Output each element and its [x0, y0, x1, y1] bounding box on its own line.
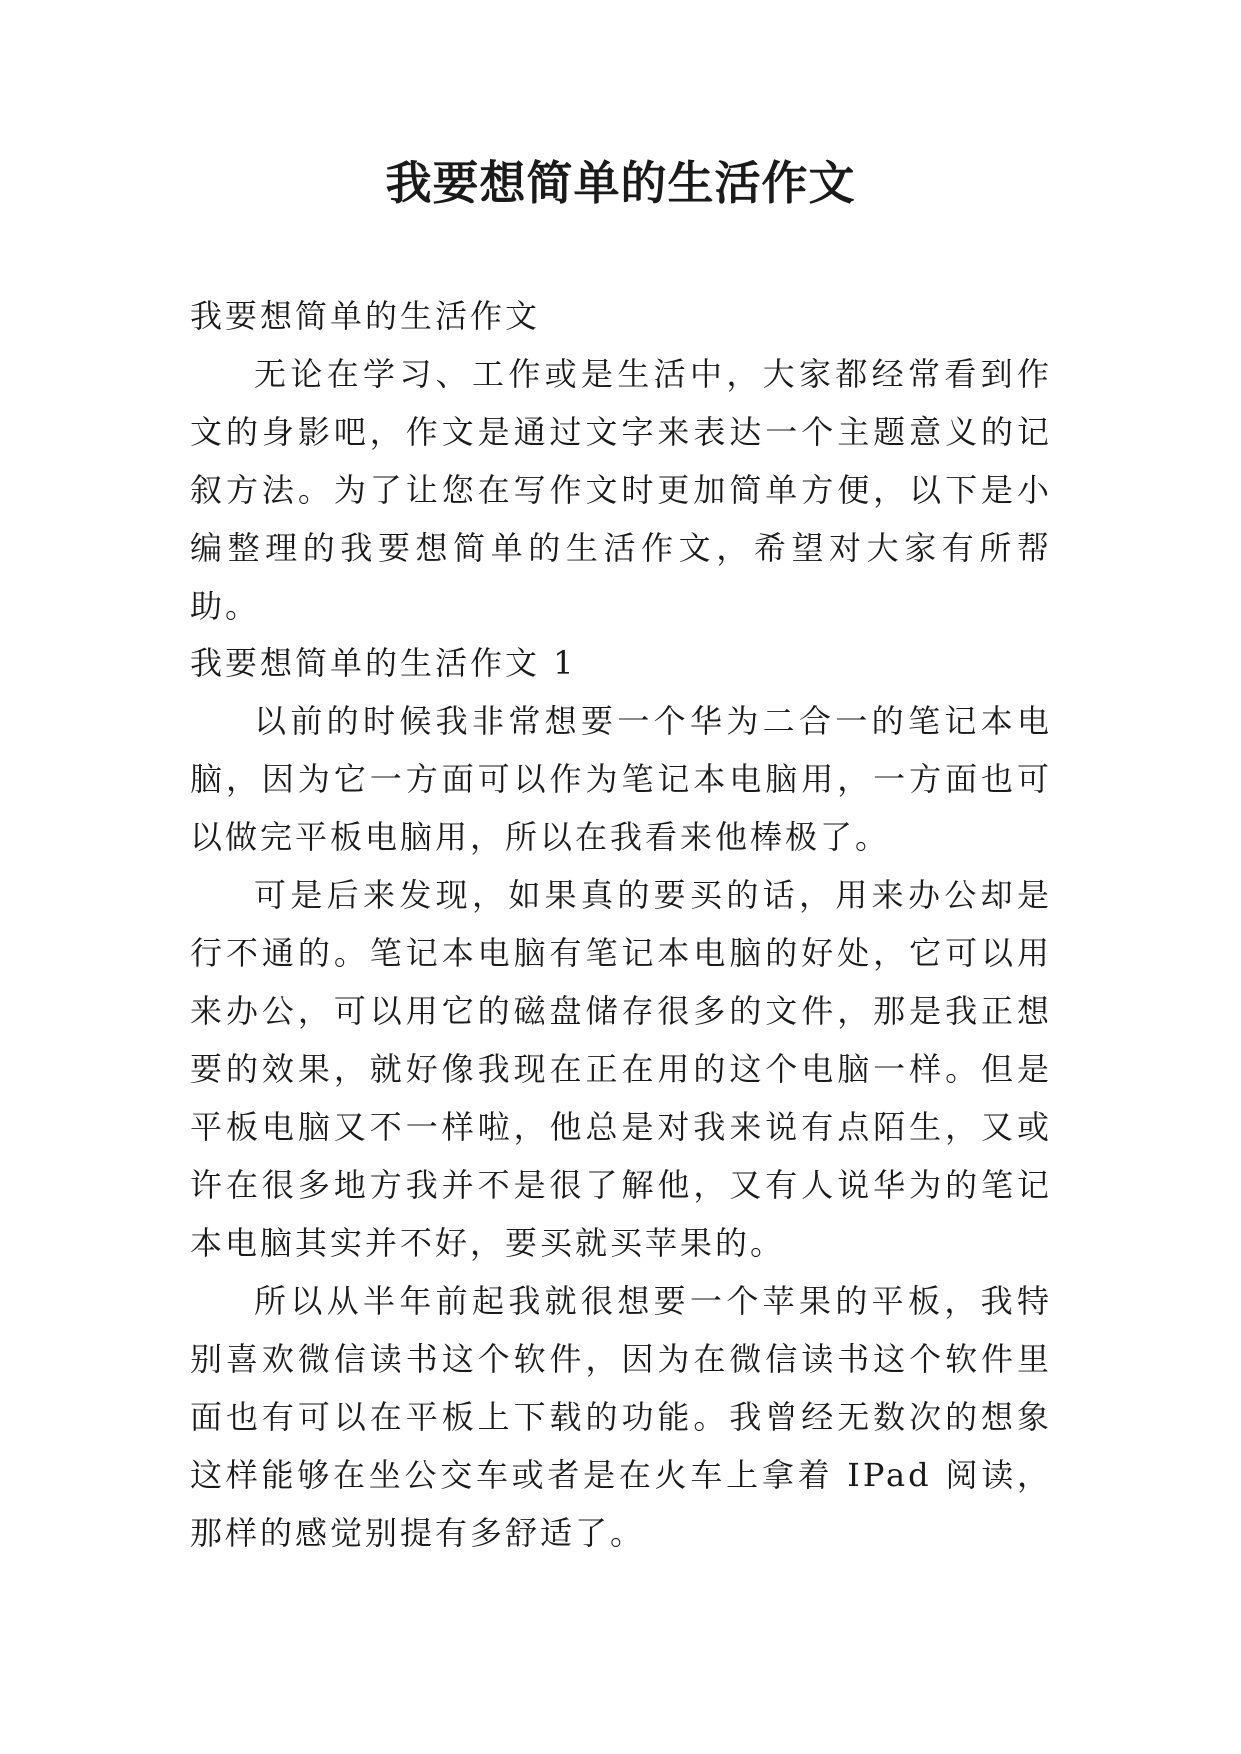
document-title: 我要想简单的生活作文	[385, 156, 856, 210]
essay-1-heading: 我要想简单的生活作文 1	[190, 644, 577, 682]
essay-1-paragraph: 以前的时候我非常想要一个华为二合一的笔记本电脑，因为它一方面可以作为笔记本电脑用，一方面也可以做完平板电脑用，所以在我看来他棒极了。	[190, 702, 1052, 856]
intro-paragraph: 无论在学习、工作或是生活中，大家都经常看到作文的身影吧，作文是通过文字来表达一个主题意义的记叙方法。为了让您在写作文时更加简单方便，以下是小编整理的我要想简单的生活作文，希望对大家有所帮助。	[190, 355, 1052, 625]
essay-1-paragraph: 所以从半年前起我就很想要一个苹果的平板，我特别喜欢微信读书这个软件，因为在微信读书这个软件里面也有可以在平板上下载的功能。我曾经无数次的想象这样能够在坐公交车或者是在火车上拿着 IPad 阅读，那样的感觉别提有多舒适了。	[190, 1282, 1052, 1552]
essay-1-paragraph: 可是后来发现，如果真的要买的话，用来办公却是行不通的。笔记本电脑有笔记本电脑的好处，它可以用来办公，可以用它的磁盘储存很多的文件，那是我正想要的效果，就好像我现在正在用的这个电脑一样。但是平板电脑又不一样啦，他总是对我来说有点陌生，又或许在很多地方我并不是很了解他，又有人说华为的笔记本电脑其实并不好，要买就买苹果的。	[190, 876, 1052, 1262]
intro-section	[190, 287, 1052, 635]
essay-1-section	[190, 634, 1052, 1562]
intro-heading: 我要想简单的生活作文	[190, 297, 541, 335]
